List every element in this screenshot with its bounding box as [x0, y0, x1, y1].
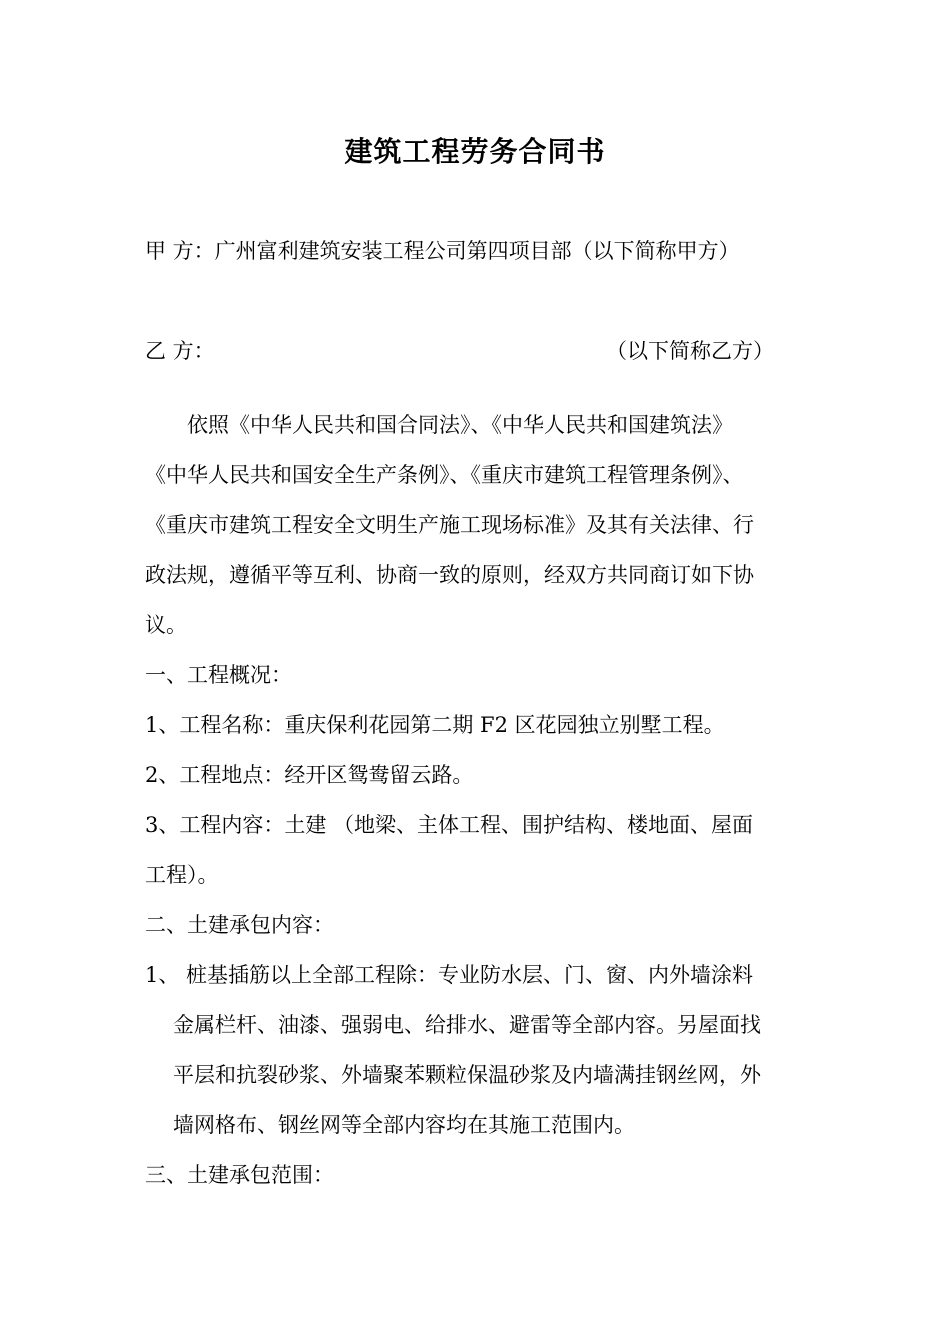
preamble-line-3: 《重庆市建筑工程安全文明生产施工现场标准》及其有关法律、行: [145, 513, 754, 537]
document-title: 建筑工程劳务合同书: [344, 135, 606, 168]
section-2-item-1-cont-1: 金属栏杆、油漆、强弱电、给排水、避雷等全部内容。另屋面找: [173, 1013, 761, 1037]
preamble-line-2: 《中华人民共和国安全生产条例》、《重庆市建筑工程管理条例》、: [145, 463, 744, 487]
section-1-item-3-cont: 工程）。: [145, 863, 219, 887]
section-1-heading: 一、工程概况：: [145, 663, 292, 687]
section-2-item-1: 1、 桩基插筋以上全部工程除：专业防水层、门、窗、内外墙涂料: [145, 963, 754, 987]
section-2-item-1-cont-3: 墙网格布、钢丝网等全部内容均在其施工范围内。: [173, 1113, 635, 1137]
party-b-label: 乙 方：: [145, 339, 215, 363]
party-b-suffix: （以下简称乙方）: [606, 339, 774, 363]
preamble-line-1: 依照《中华人民共和国合同法》、《中华人民共和国建筑法》: [187, 413, 733, 437]
section-1-item-2: 2、工程地点：经开区鸳鸯留云路。: [145, 763, 474, 787]
section-1-item-3: 3、工程内容：土建 （地梁、主体工程、围护结构、楼地面、屋面: [145, 813, 754, 837]
preamble-line-4: 政法规，遵循平等互利、协商一致的原则，经双方共同商订如下协: [145, 563, 754, 587]
section-3-heading: 三、土建承包范围：: [145, 1163, 334, 1187]
party-a: 甲 方：广州富利建筑安装工程公司第四项目部（以下简称甲方）: [145, 239, 740, 263]
section-2-item-1-cont-2: 平层和抗裂砂浆、外墙聚苯颗粒保温砂浆及内墙满挂钢丝网，外: [173, 1063, 761, 1087]
preamble-line-5: 议。: [145, 613, 187, 637]
section-1-item-1: 1、工程名称：重庆保利花园第二期 F2 区花园独立别墅工程。: [145, 713, 725, 737]
section-2-heading: 二、土建承包内容：: [145, 913, 334, 937]
